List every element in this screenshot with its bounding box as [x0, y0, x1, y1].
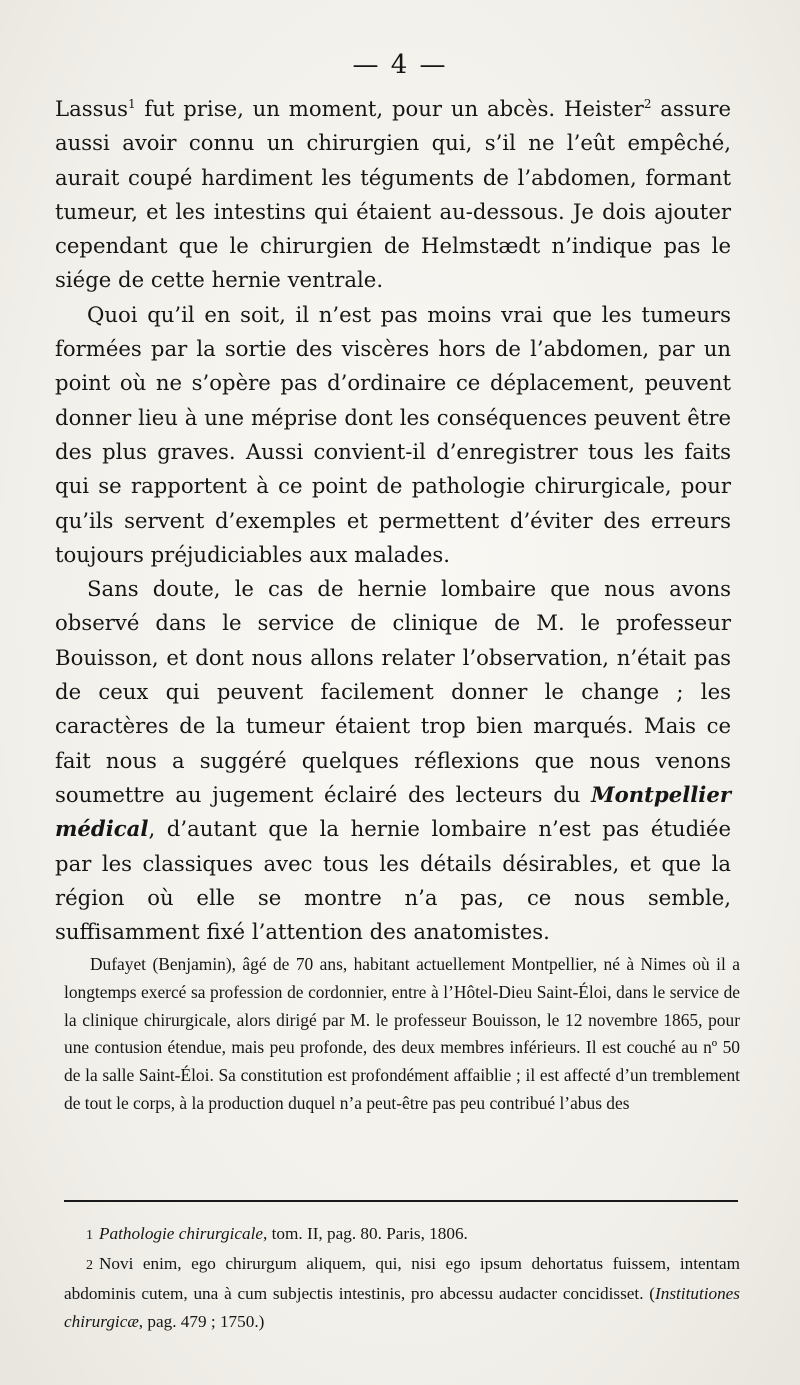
footnote-1-mark: 1: [86, 1228, 93, 1243]
footnote-2-title: Institutiones chirurgicæ: [64, 1284, 740, 1331]
paragraph-3: [55, 572, 731, 949]
page-number: — 4 —: [352, 50, 448, 80]
paragraph-2: Quoi qu’il en soit, il n’est pas moins vrai que les tumeurs formées par la sortie des viscères hors de l’abdomen, par un point où ne s’opère pas d’ordinaire ce déplacement, peuvent donner lieu à une méprise dont les conséquences peuvent être des plus graves. Aussi convient-il d’enregistrer tous les faits qui se rapportent à ce point de pathologie chirurgicale, pour qu’ils servent d’exemples et permettent d’éviter des erreurs toujours préjudiciables aux malades.: [55, 301, 731, 567]
observation-block: [64, 951, 740, 1118]
paragraph-3-text-b: , d’autant que la hernie lombaire n’est pas étudiée par les classiques avec tous les détails désirables, et que la région où elle se montre n’a pas, ce nous semble, suffisamment fixé l’attention des anatomistes.: [55, 816, 731, 945]
paragraph-1-text-b: fut prise, un moment, pour un abcès. Heister: [135, 96, 644, 121]
footnote-1-title: Pathologie chirurgicale: [99, 1224, 264, 1243]
footnote-ref-1: 1: [127, 96, 136, 111]
footnote-2: [64, 1250, 740, 1336]
main-text: [55, 92, 731, 949]
footnotes: [64, 1220, 740, 1336]
footnote-2-text-a: Novi enim, ego chirurgum aliquem, qui, nisi ego ipsum dehortatus fuissem, intentam abdominis cutem, una à cum subjectis intestinis, pro abcessu audacter concidisset. (: [64, 1254, 740, 1303]
footnote-2-text-b: , pag. 479 ; 1750.): [138, 1312, 265, 1331]
paragraph-1-text-c: assure aussi avoir connu un chirurgien qui, s’il ne l’eût empêché, aurait coupé hardiment les téguments de l’abdomen, formant tumeur, et les intestins qui étaient au-dessous. Je dois ajouter cependant que le chirurgien de Helmstædt n’indique pas le siége de cette hernie ventrale.: [55, 96, 731, 293]
paragraph-1-text-a: Lassus: [55, 96, 128, 121]
observation-text: Dufayet (Benjamin), âgé de 70 ans, habitant actuellement Montpellier, né à Nimes où il a longtemps exercé sa profession de cordonnier, entre à l’Hôtel-Dieu Saint-Éloi, dans le service de la clinique chirurgicale, alors dirigé par M. le professeur Bouisson, le 12 novembre 1865, pour une contusion étendue, mais peu profonde, des deux membres inférieurs. Il est couché au nº 50 de la salle Saint-Éloi. Sa constitution est profondément affaiblie ; il est affecté d’un tremblement de tout le corps, à la production duquel n’a peut-être pas peu contribué l’abus des: [64, 954, 740, 1113]
footnote-ref-2: 2: [643, 96, 652, 111]
footnote-1: [64, 1220, 740, 1250]
paragraph-3-text-a: Sans doute, le cas de hernie lombaire que nous avons observé dans le service de clinique de M. le professeur Bouisson, et dont nous allons relater l’observation, n’était pas de ceux qui peuvent facilement donner le change ; les caractères de la tumeur étaient trop bien marqués. Mais ce fait nous a suggéré quelques réflexions que nous venons soumettre au jugement éclairé des lecteurs du: [55, 576, 731, 807]
footnote-2-mark: 2: [86, 1258, 93, 1273]
footnote-divider: [64, 1200, 738, 1202]
paragraph-1: [55, 92, 731, 298]
journal-title: Montpellier médical: [55, 781, 731, 842]
footnote-1-text: , tom. II, pag. 80. Paris, 1806.: [263, 1224, 468, 1243]
